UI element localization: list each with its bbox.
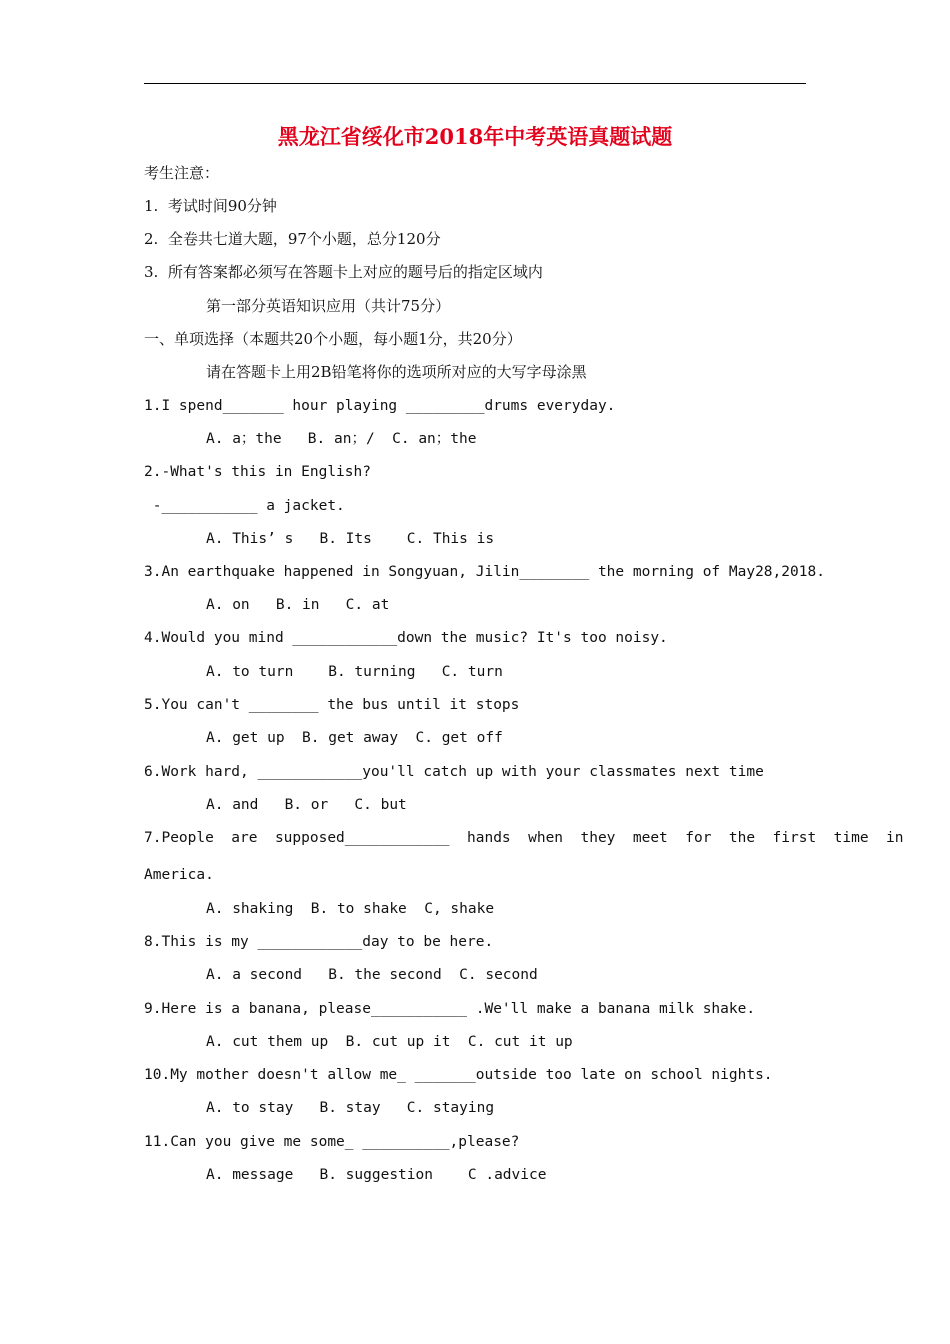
question-stem: 7.People are supposed____________ hands when they meet for the first time in bbox=[144, 830, 904, 846]
section-heading: 一、单项选择（本题共20个小题，每小题1分，共20分） bbox=[144, 330, 522, 348]
question-stem: 3.An earthquake happened in Songyuan, Jilin________ the morning of May28,2018. bbox=[144, 564, 825, 580]
question-options: A. This’ s B. Its C. This is bbox=[206, 531, 495, 547]
question-stem: 8.This is my ____________day to be here. bbox=[144, 934, 494, 950]
question-stem: 10.My mother doesn't allow me_ _______outside too late on school nights. bbox=[144, 1067, 773, 1083]
question-stem: 6.Work hard, ____________you'll catch up with your classmates next time bbox=[144, 764, 764, 780]
question-stem-continued: America. bbox=[144, 867, 214, 883]
part-title: 第一部分英语知识应用（共计75分） bbox=[206, 297, 451, 315]
question-stem: 9.Here is a banana, please___________ .We'll make a banana milk shake. bbox=[144, 1001, 756, 1017]
question-options: A. cut them up B. cut up it C. cut it up bbox=[206, 1034, 573, 1050]
question-options: A. to turn B. turning C. turn bbox=[206, 664, 503, 680]
question-stem: 2.-What's this in English? bbox=[144, 464, 371, 480]
notice-item: 3. 所有答案都必须写在答题卡上对应的题号后的指定区域内 bbox=[144, 263, 543, 281]
notice-heading: 考生注意： bbox=[144, 164, 220, 182]
question-stem: 5.You can't ________ the bus until it stops bbox=[144, 697, 520, 713]
question-options: A. to stay B. stay C. staying bbox=[206, 1100, 495, 1116]
notice-item: 2. 全卷共七道大题，97个小题，总分120分 bbox=[144, 230, 441, 248]
question-stem: 11.Can you give me some_ __________,please? bbox=[144, 1134, 520, 1150]
question-stem-continued: -___________ a jacket. bbox=[144, 498, 345, 514]
question-options: A. a second B. the second C. second bbox=[206, 967, 538, 983]
question-options: A. get up B. get away C. get off bbox=[206, 730, 503, 746]
question-options: A. on B. in C. at bbox=[206, 597, 390, 613]
page-title: 黑龙江省绥化市2018年中考英语真题试题 bbox=[277, 124, 673, 149]
header-rule bbox=[144, 83, 806, 84]
section-instruction: 请在答题卡上用2B铅笔将你的选项所对应的大写字母涂黑 bbox=[206, 363, 587, 381]
question-stem: 4.Would you mind ____________down the music? It's too noisy. bbox=[144, 630, 668, 646]
notice-item: 1. 考试时间90分钟 bbox=[144, 197, 277, 215]
question-stem: 1.I spend_______ hour playing _________drums everyday. bbox=[144, 398, 616, 414]
question-options: A. a；the B. an；/ C. an；the bbox=[206, 431, 477, 447]
question-options: A. and B. or C. but bbox=[206, 797, 407, 813]
question-options: A. message B. suggestion C .advice bbox=[206, 1167, 547, 1183]
question-options: A. shaking B. to shake C, shake bbox=[206, 901, 495, 917]
